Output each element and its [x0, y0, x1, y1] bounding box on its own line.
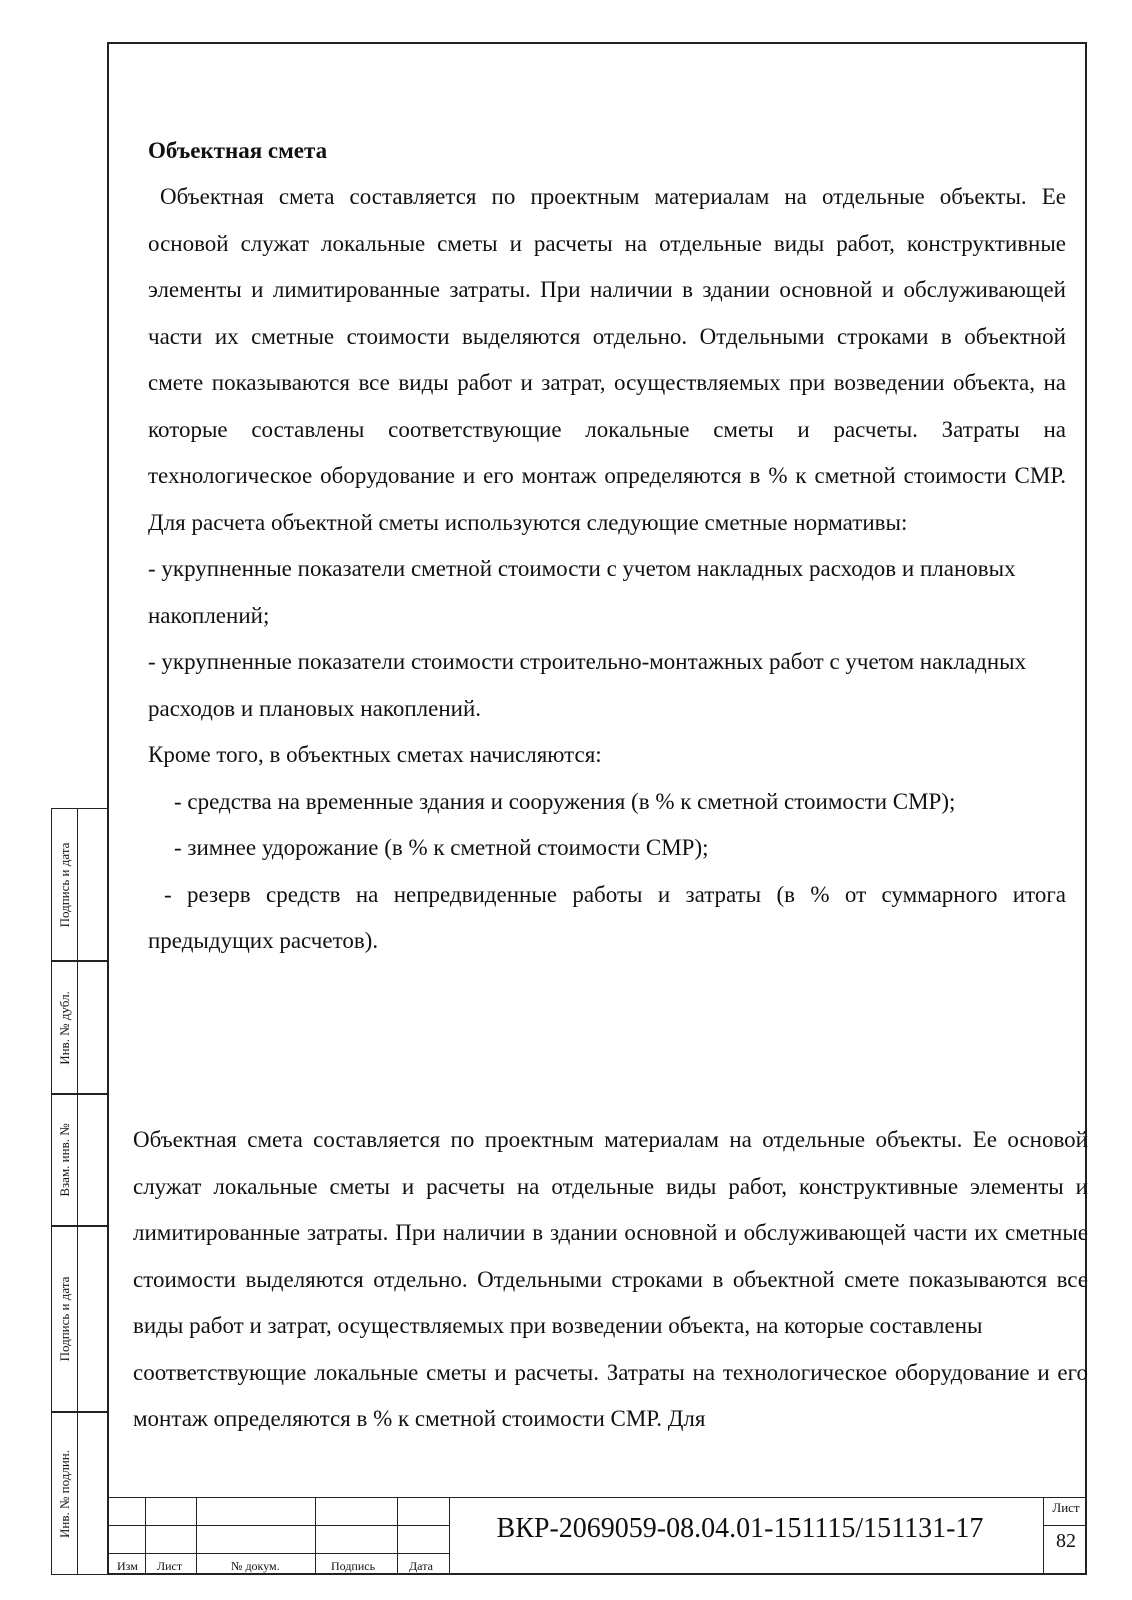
side-label: Инв. № подлин. [56, 1449, 72, 1538]
col-list: Лист [157, 1559, 183, 1573]
sheet-label: Лист [1052, 1500, 1080, 1515]
list-item: - резерв средств на непредвиденные работы и затраты (в % от суммарного итога предыдущих расчетов). [148, 881, 1066, 953]
side-label: Взам. инв. № [56, 1123, 72, 1197]
side-cell [51, 808, 107, 961]
paragraph-2: Объектная смета составляется по проектным материалам на отдельные объекты. Ее основой служат локальные сметы и расчеты на отдельные виды работ, конструктивные элементы и лимитированные затраты. При наличии в здании основной и обслуживающей части их сметные стоимости выделяются отдельно. Отдельными строками в объектной смете показываются все виды работ и затрат, осуществляемых при возведении объекта, на которые составлены [133, 1127, 1088, 1338]
side-cell [51, 1226, 107, 1412]
side-cell [51, 1412, 107, 1575]
list-item: - средства на временные здания и сооружения (в % к сметной стоимости СМР); [174, 788, 956, 814]
paragraph-3: соответствующие локальные сметы и расчеты. Затраты на технологическое оборудование и его монтаж определяются в % к сметной стоимости СМР. Для [133, 1359, 1088, 1431]
intro-line: Кроме того, в объектных сметах начисляются: [148, 742, 602, 767]
col-doc-number: № докум. [231, 1559, 280, 1573]
side-cell [51, 961, 107, 1094]
document-code: ВКР-2069059-08.04.01-151115/151131-17 [496, 1513, 984, 1544]
side-stamp [51, 808, 107, 1575]
list-item: - зимнее удорожание (в % к сметной стоимости СМР); [174, 835, 709, 860]
sheet-number: 82 [1056, 1530, 1076, 1552]
overflow-text [133, 1117, 1088, 1443]
paragraph-1: Объектная смета составляется по проектным материалам на отдельные объекты. Ее основой служат локальные сметы и расчеты на отдельные виды работ, конструктивные элементы и лимитированные затраты. При наличии в здании основной и обслуживающей части их сметные стоимости выделяются отдельно. Отдельными строками в объектной смете показываются все виды работ и затрат, осуществляемых при возведении объекта, на которые составлены соответствующие локальные сметы и расчеты. Затраты на технологическое оборудование и его монтаж определяются в % к сметной стоимости СМР. Для расчета объектной сметы используются следующие сметные нормативы: [148, 184, 1066, 535]
col-signature: Подпись [331, 1559, 376, 1573]
list-item: - укрупненные показатели стоимости строительно-монтажных работ с учетом накладных расходов и плановых накоплений. [148, 649, 1027, 721]
side-label: Подпись и дата [56, 1276, 72, 1362]
col-izm: Изм [117, 1559, 138, 1573]
main-text [148, 174, 1066, 965]
side-label: Инв. № дубл. [56, 990, 72, 1065]
side-label: Подпись и дата [56, 842, 72, 927]
side-cell [51, 1094, 107, 1226]
section-heading: Объектная смета [148, 138, 328, 163]
col-date: Дата [409, 1559, 433, 1573]
list-item: - укрупненные показатели сметной стоимости с учетом накладных расходов и плановых накоплений; [148, 556, 1016, 628]
